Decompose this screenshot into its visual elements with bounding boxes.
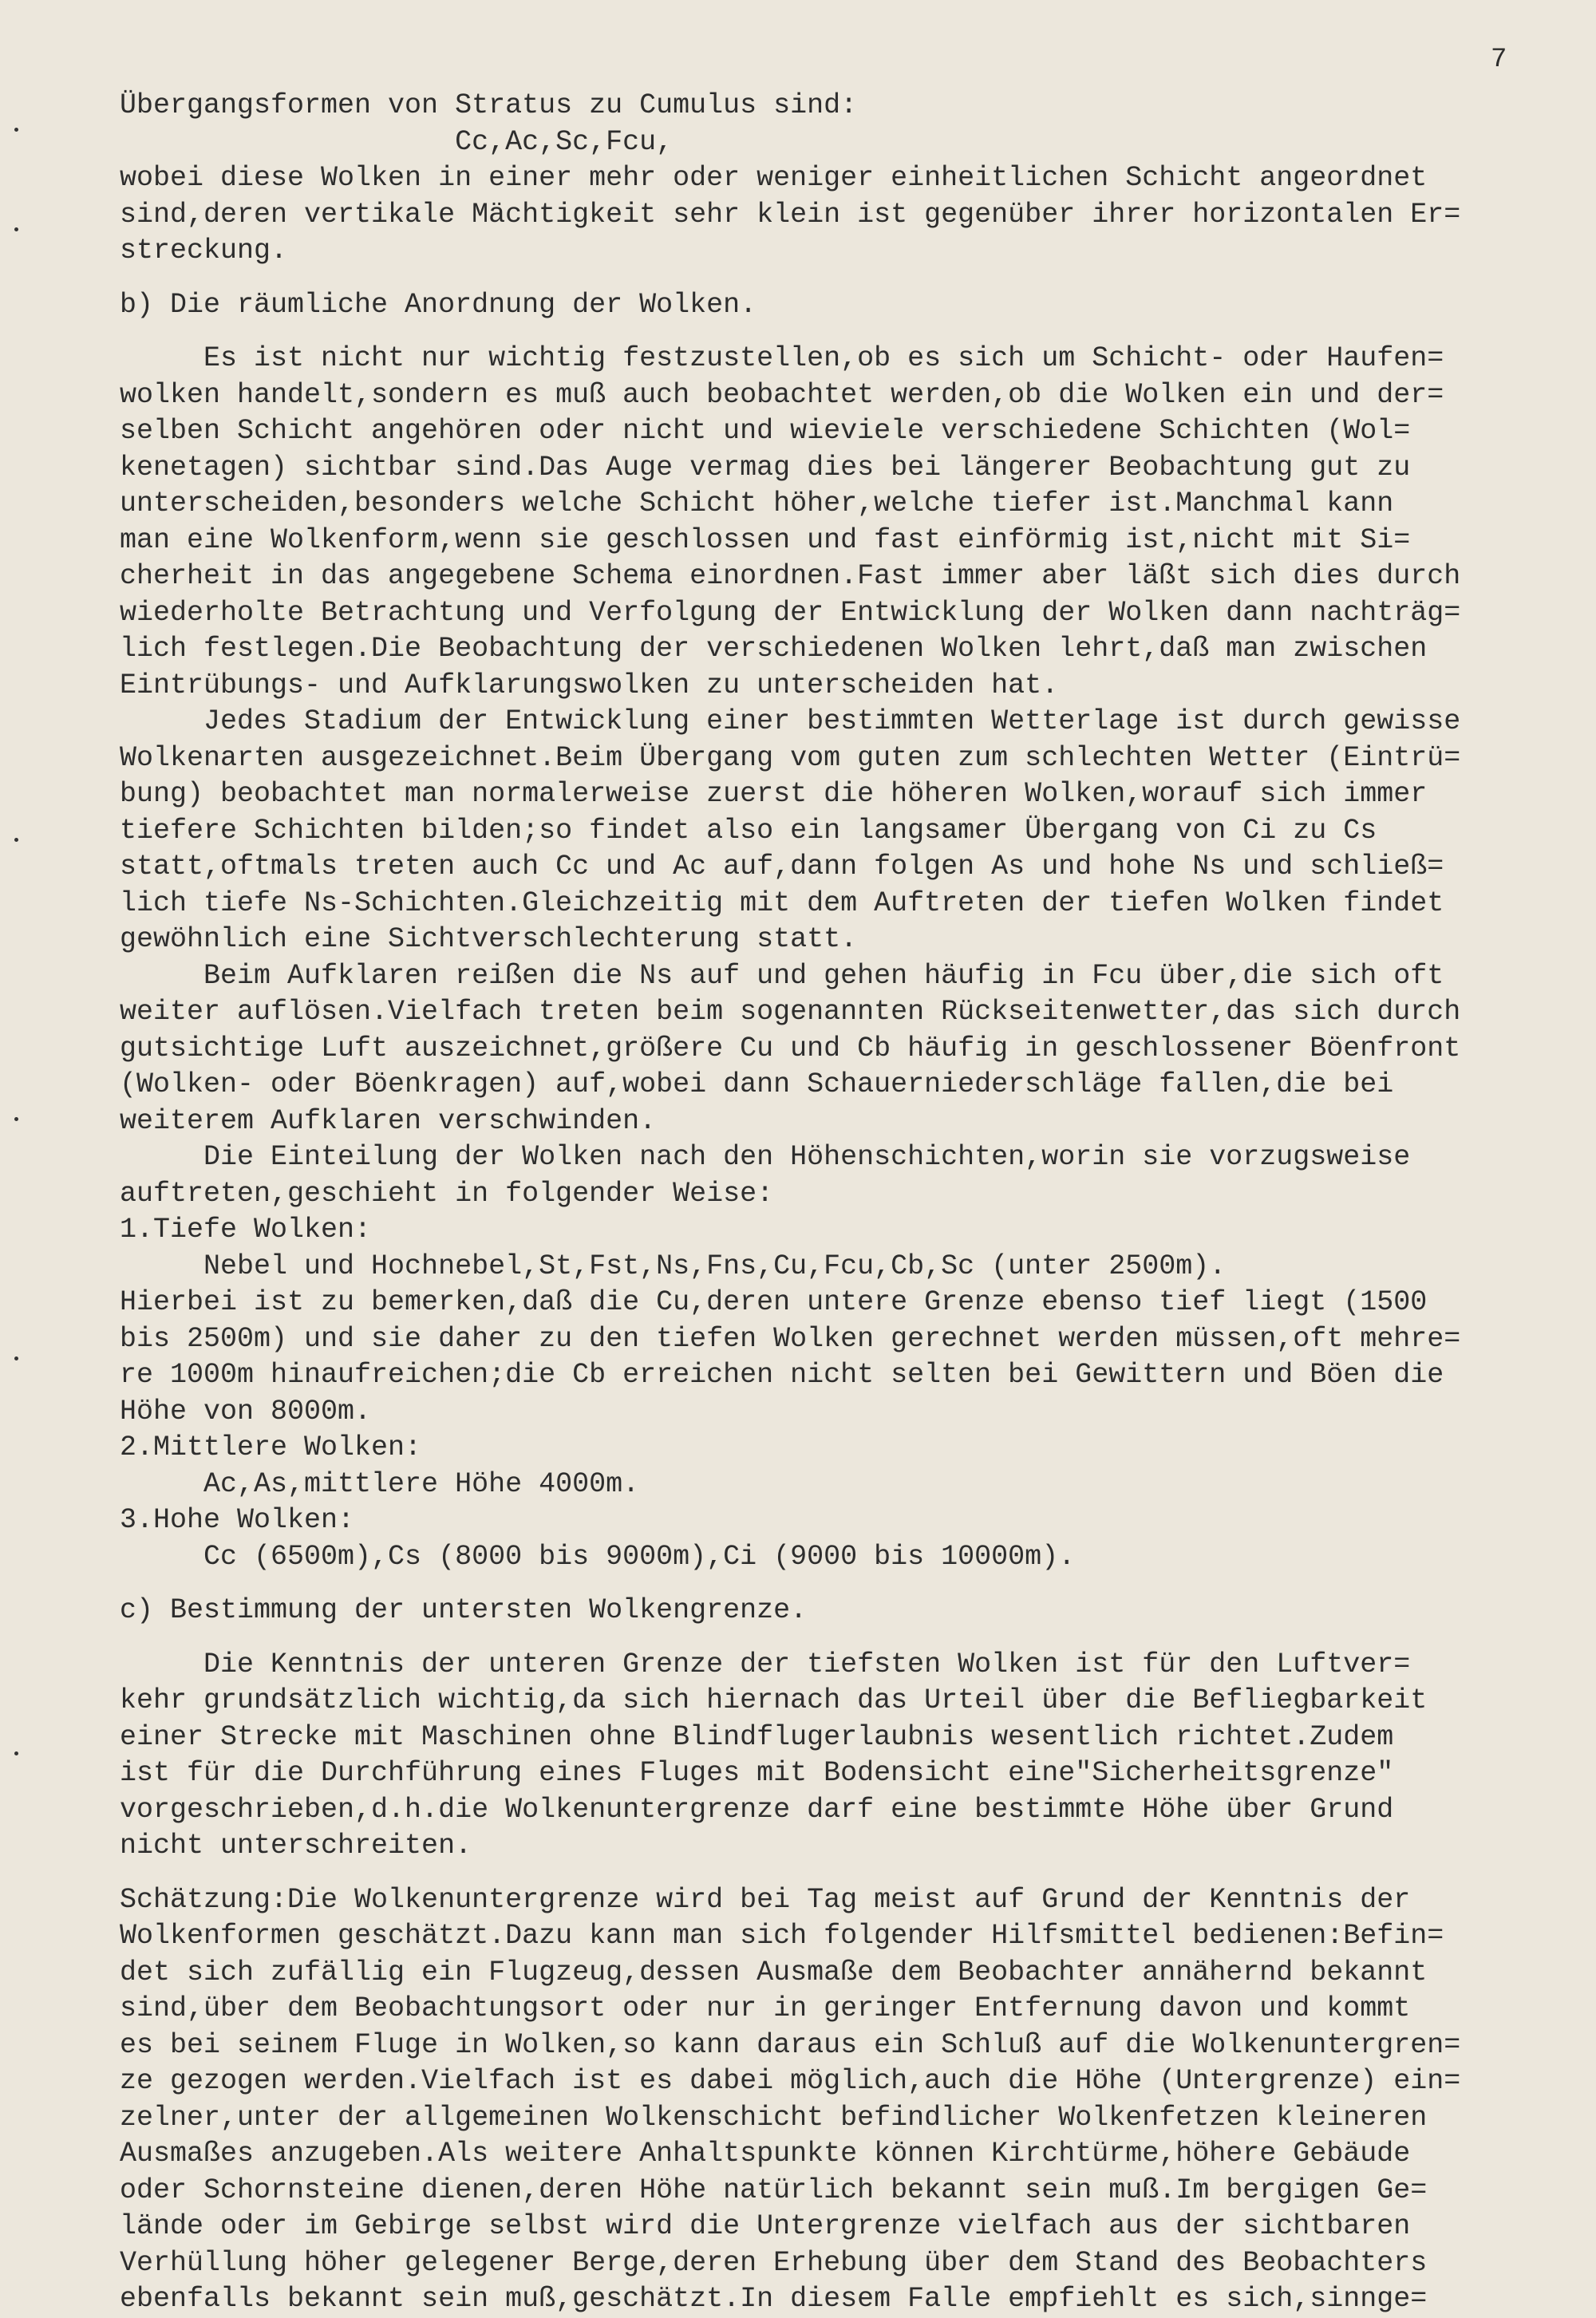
text-line: re 1000m hinaufreichen;die Cb erreichen nicht selten bei Gewittern und Böen die [120,1359,1444,1391]
text-line: zelner,unter der allgemeinen Wolkenschicht befindlicher Wolkenfetzen kleineren [120,2101,1428,2134]
text-line: Die Einteilung der Wolken nach den Höhenschichten,worin sie vorzugsweise [120,1141,1411,1173]
text-line: bis 2500m) und sie daher zu den tiefen Wolken gerechnet werden müssen,oft mehre= [120,1322,1461,1355]
page-number: 7 [1491,45,1507,75]
text-line: lich tiefe Ns-Schichten.Gleichzeitig mit dem Auftreten der tiefen Wolken findet [120,887,1444,919]
text-line: Übergangsformen von Stratus zu Cumulus sind: [120,89,858,121]
text-line: tiefere Schichten bilden;so findet also ein langsamer Übergang von Ci zu Cs [120,814,1377,847]
punch-mark [14,838,18,842]
text-line: ze gezogen werden.Vielfach ist es dabei möglich,auch die Höhe (Untergrenze) ein= [120,2065,1461,2097]
text-line: Verhüllung höher gelegener Berge,deren Erhebung über dem Stand des Beobachters [120,2246,1428,2279]
text-line: Höhe von 8000m. [120,1395,372,1428]
text-line: statt,oftmals treten auch Cc und Ac auf,dann folgen As und hohe Ns und schließ= [120,851,1444,883]
text-line: es bei seinem Fluge in Wolken,so kann daraus ein Schluß auf die Wolkenuntergren= [120,2028,1461,2061]
text-line: man eine Wolkenform,wenn sie geschlossen und fast einförmig ist,nicht mit Si= [120,523,1411,556]
text-line: auftreten,geschieht in folgender Weise: [120,1177,774,1210]
text-line: Beim Aufklaren reißen die Ns auf und gehen häufig in Fcu über,die sich oft [120,959,1444,992]
text-line: sind,über dem Beobachtungsort oder nur in geringer Entfernung davon und kommt [120,1992,1411,2024]
text-line: det sich zufällig ein Flugzeug,dessen Ausmaße dem Beobachter annähernd bekannt [120,1956,1428,1988]
text-line: lände oder im Gebirge selbst wird die Untergrenze vielfach aus der sichtbaren [120,2210,1411,2242]
text-line: weiter auflösen.Vielfach treten beim sogenannten Rückseitenwetter,das sich durch [120,996,1461,1028]
text-line: ebenfalls bekannt sein muß,geschätzt.In diesem Falle empfiehlt es sich,sinnge= [120,2283,1428,2315]
punch-mark [14,1117,18,1121]
text-line: lich festlegen.Die Beobachtung der verschiedenen Wolken lehrt,daß man zwischen [120,633,1428,665]
blank-line [120,1575,1588,1593]
text-line: streckung. [120,235,288,267]
text-line: 3.Hohe Wolken: [120,1504,355,1536]
text-line: cherheit in das angegebene Schema einordnen.Fast immer aber läßt sich dies durch [120,560,1461,592]
text-line: selben Schicht angehören oder nicht und wieviele verschiedene Schichten (Wol= [120,415,1411,447]
blank-line [120,270,1588,287]
blank-line [120,1865,1588,1882]
text-line: ist für die Durchführung eines Fluges mit Bodensicht eine"Sicherheitsgrenze" [120,1757,1394,1789]
text-line: wolken handelt,sondern es muß auch beobachtet werden,ob die Wolken ein und der= [120,378,1444,411]
punch-mark [14,1356,18,1360]
text-line: c) Bestimmung der untersten Wolkengrenze. [120,1594,808,1626]
text-line: Wolkenarten ausgezeichnet.Beim Übergang vom guten zum schlechten Wetter (Eintrü= [120,741,1461,774]
text-line: Eintrübungs- und Aufklarungswolken zu unterscheiden hat. [120,669,1059,701]
text-line: wiederholte Betrachtung und Verfolgung der Entwicklung der Wolken dann nachträg= [120,596,1461,629]
text-line: unterscheiden,besonders welche Schicht höher,welche tiefer ist.Manchmal kann [120,488,1394,519]
blank-line [120,323,1588,341]
text-line: nicht unterschreiten. [120,1830,472,1862]
text-line: Cc,Ac,Sc,Fcu, [120,125,674,158]
text-line: Die Kenntnis der unteren Grenze der tiefsten Wolken ist für den Luftver= [120,1648,1411,1680]
text-line: oder Schornsteine dienen,deren Höhe natürlich bekannt sein muß.Im bergigen Ge= [120,2174,1428,2206]
text-line: wobei diese Wolken in einer mehr oder weniger einheitlichen Schicht angeordnet [120,162,1428,194]
text-line: gutsichtige Luft auszeichnet,größere Cu und Cb häufig in geschlossener Böenfront [120,1032,1461,1064]
text-line: Hierbei ist zu bemerken,daß die Cu,deren untere Grenze ebenso tief liegt (1500 [120,1286,1428,1318]
text-line: Ac,As,mittlere Höhe 4000m. [120,1467,640,1500]
text-line: Schätzung:Die Wolkenuntergrenze wird bei Tag meist auf Grund der Kenntnis der [120,1883,1411,1916]
text-line: sind,deren vertikale Mächtigkeit sehr klein ist gegenüber ihrer horizontalen Er= [120,198,1461,231]
text-line: b) Die räumliche Anordnung der Wolken. [120,288,757,321]
text-line: Jedes Stadium der Entwicklung einer bestimmten Wetterlage ist durch gewisse [120,705,1461,737]
text-line: Es ist nicht nur wichtig festzustellen,ob es sich um Schicht- oder Haufen= [120,342,1444,374]
text-line: Wolkenformen geschätzt.Dazu kann man sich folgender Hilfsmittel bedienen:Befin= [120,1920,1444,1952]
text-line: 2.Mittlere Wolken: [120,1431,422,1463]
text-line: (Wolken- oder Böenkragen) auf,wobei dann Schauerniederschläge fallen,die bei [120,1068,1394,1100]
blank-line [120,1629,1588,1647]
text-line: Ausmaßes anzugeben.Als weitere Anhaltspunkte können Kirchtürme,höhere Gebäude [120,2138,1411,2170]
text-line: vorgeschrieben,d.h.die Wolkenuntergrenze darf eine bestimmte Höhe über Grund [120,1793,1394,1826]
text-line: weiterem Aufklaren verschwinden. [120,1104,657,1137]
punch-mark [14,128,18,132]
text-line: Cc (6500m),Cs (8000 bis 9000m),Ci (9000 bis 10000m). [120,1540,1076,1573]
text-line: kenetagen) sichtbar sind.Das Auge vermag dies bei längerer Beobachtung gut zu [120,451,1411,484]
text-line: kehr grundsätzlich wichtig,da sich hiernach das Urteil über die Befliegbarkeit [120,1684,1428,1716]
typewritten-text [120,88,1588,2318]
text-line: gewöhnlich eine Sichtverschlechterung statt. [120,923,858,955]
text-line: einer Strecke mit Maschinen ohne Blindflugerlaubnis wesentlich richtet.Zudem [120,1720,1394,1753]
punch-mark [14,227,18,231]
punch-mark [14,1751,18,1755]
text-line: 1.Tiefe Wolken: [120,1214,372,1246]
text-line: Nebel und Hochnebel,St,Fst,Ns,Fns,Cu,Fcu,Cb,Sc (unter 2500m). [120,1250,1227,1282]
text-line: bung) beobachtet man normalerweise zuerst die höheren Wolken,worauf sich immer [120,778,1428,810]
